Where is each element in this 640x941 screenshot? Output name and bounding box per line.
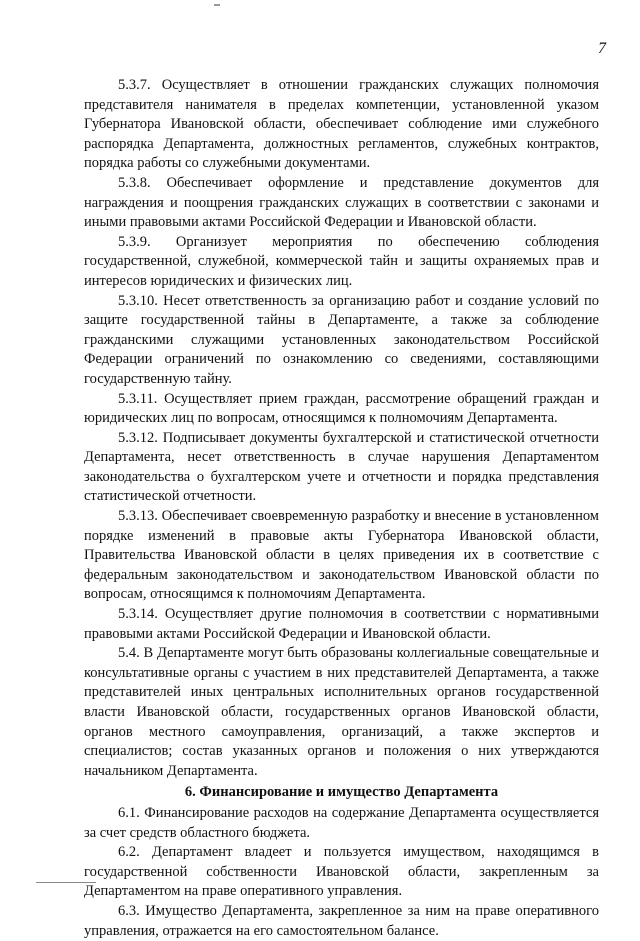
section-heading: 6. Финансирование и имущество Департамента bbox=[184, 784, 499, 801]
paragraph-5-3-8: 5.3.8. Обеспечивает оформление и представление документов для награждения и поощрения гражданских служащих в соответствии с законами и иными правовыми актами Российской Федерации и Ивановской области. bbox=[84, 174, 599, 231]
paragraph-5-3-13: 5.3.13. Обеспечивает своевременную разработку и внесение в установленном порядке изменений в правовые акты Губернатора Ивановской области, Правительства Ивановской области в целях приведения их в соответствие с федеральным законодательством и законодательством Ивановской области по вопросам, относящимся к полномочиям Департамента. bbox=[84, 508, 599, 603]
paragraph-6-3: 6.3. Имущество Департамента, закрепленное за ним на праве оперативного управления, отражается на его самостоятельном балансе. bbox=[84, 902, 599, 939]
footer-divider bbox=[36, 882, 96, 883]
page-number: 7 bbox=[598, 40, 606, 57]
paragraph-6-1: 6.1. Финансирование расходов на содержание Департамента осуществляется за счет средств областного бюджета. bbox=[84, 804, 599, 841]
paragraph-5-3-14: 5.3.14. Осуществляет другие полномочия в соответствии с нормативными правовыми актами Российской Федерации и Ивановской области. bbox=[84, 606, 599, 642]
paragraph-5-4: 5.4. В Департаменте могут быть образованы коллегиальные совещательные и консультативные органы с участием в них представителей Департамента, а также представителей иных центральных исполнительных органов государственной власти Ивановской области, государственных органов Ивановской области, органов местного самоуправления, организаций, а также экспертов и специалистов; состав указанных органов и положения о них утверждаются начальником Департамента. bbox=[84, 645, 599, 779]
paragraph-5-3-11: 5.3.11. Осуществляет прием граждан, рассмотрение обращений граждан и юридических лиц по вопросам, относящимся к полномочиям Департамента. bbox=[84, 390, 599, 427]
paragraph-5-3-10: 5.3.10. Несет ответственность за организацию работ и создание условий по защите государственной тайны в Департаменте, а также за соблюдение гражданскими служащими установленных законодательством Российской Федерации ограничений по ознакомлению со сведениями, составляющими государственную тайну. bbox=[84, 292, 599, 387]
scan-mark bbox=[214, 4, 220, 6]
paragraph-5-3-9: 5.3.9. Организует мероприятия по обеспечению соблюдения государственной, служебной, коммерческой тайн и защиты охраняемых прав и интересов юридических и физических лиц. bbox=[84, 233, 599, 289]
paragraph-5-3-7: 5.3.7. Осуществляет в отношении гражданских служащих полномочия представителя нанимателя в пределах компетенции, установленной указом Губернатора Ивановской области, обеспечивает соблюдение ими служебного распорядка Департамента, должностных регламентов, служебных контрактов, порядка работы со служебными документами. bbox=[84, 77, 599, 172]
paragraph-6-2: 6.2. Департамент владеет и пользуется имуществом, находящимся в государственной собственности Ивановской области, закрепленным за Департаментом на праве оперативного управления. bbox=[84, 844, 599, 900]
paragraph-5-3-12: 5.3.12. Подписывает документы бухгалтерской и статистической отчетности Департамента, несет ответственность в случае нарушения Департаментом законодательства о бухгалтерском учете и отчетности и порядка представления статистической отчетности. bbox=[84, 429, 599, 505]
document-body bbox=[84, 76, 599, 941]
